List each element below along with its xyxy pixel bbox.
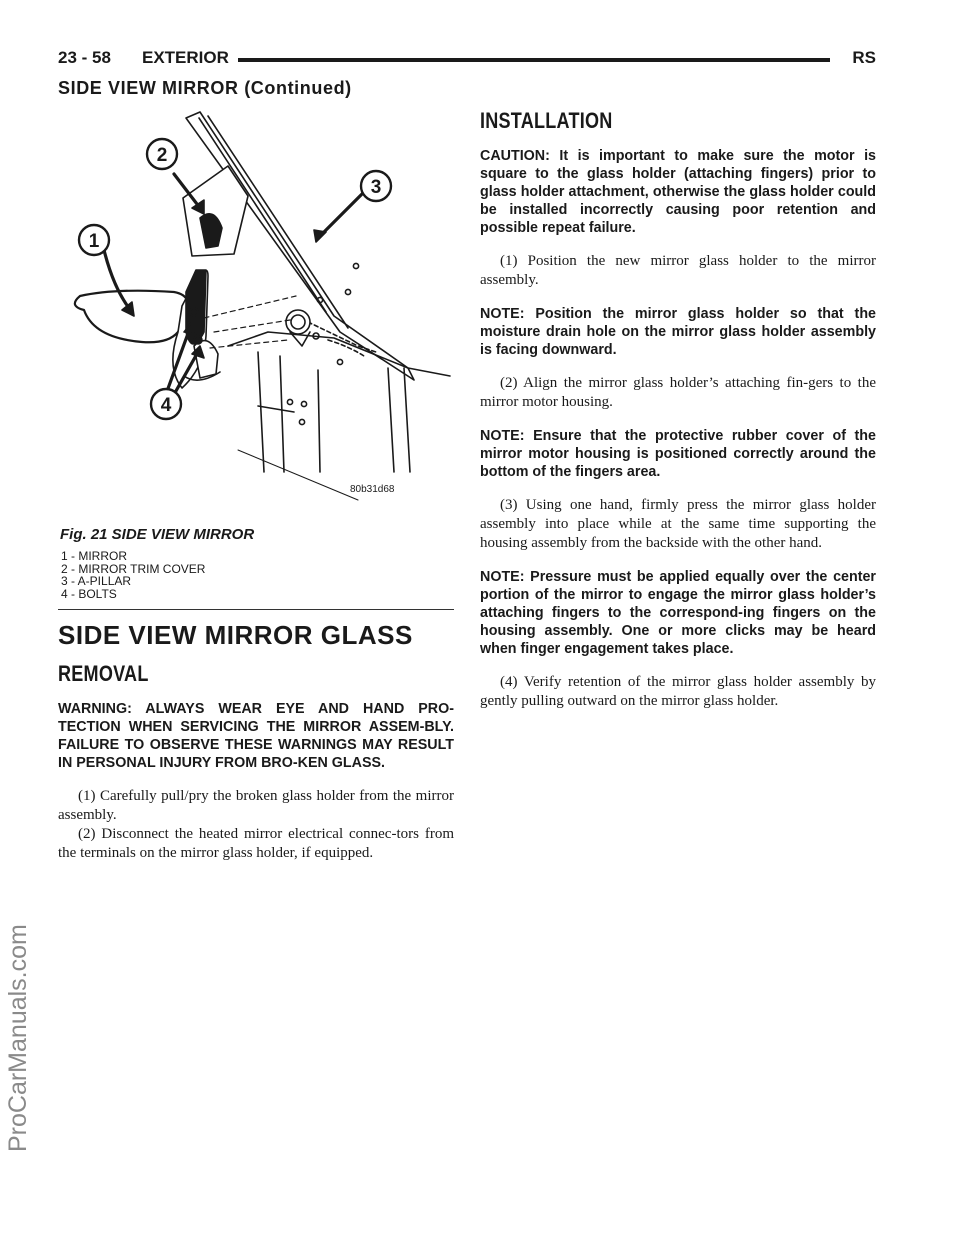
figure-caption: Fig. 21 SIDE VIEW MIRROR bbox=[60, 526, 255, 543]
continued-heading: SIDE VIEW MIRROR (Continued) bbox=[58, 78, 352, 98]
watermark-text: ProCarManuals.com bbox=[4, 924, 32, 1152]
figure-code: 80b31d68 bbox=[350, 484, 395, 495]
removal-warning: WARNING: ALWAYS WEAR EYE AND HAND PRO-TECTION WHEN SERVICING THE MIRROR ASSEM-BLY. FAILURE TO OBSERVE THESE WARNINGS MAY RESULT IN PERSONAL INJURY FROM BRO-KEN GLASS. bbox=[58, 701, 454, 771]
section-name: EXTERIOR bbox=[142, 48, 229, 67]
legend-item: 3 - A-PILLAR bbox=[61, 574, 132, 588]
page-number: 23 - 58 bbox=[58, 48, 111, 67]
installation-caution: CAUTION: It is important to make sure the motor is square to the glass holder (attaching fingers) prior to glass holder attachment, otherwise the glass holder could be installed incorrectly causing poor retention and possible repeat failure. bbox=[480, 148, 876, 236]
installation-step-4: (4) Verify retention of the mirror glass holder assembly by gently pulling outward on the mirror glass holder. bbox=[480, 674, 876, 709]
figure-21-illustration bbox=[58, 106, 454, 506]
right-column bbox=[480, 108, 876, 726]
svg-text:3: 3 bbox=[370, 177, 382, 198]
svg-text:4: 4 bbox=[160, 395, 172, 416]
figure-legend bbox=[61, 550, 205, 600]
legend-item: 2 - MIRROR TRIM COVER bbox=[61, 561, 206, 576]
installation-step-1: (1) Position the new mirror glass holder to the mirror assembly. bbox=[480, 253, 876, 288]
figure-divider bbox=[58, 609, 454, 610]
section-title: SIDE VIEW MIRROR GLASS bbox=[58, 620, 413, 650]
installation-heading: INSTALLATION bbox=[480, 108, 613, 133]
left-column bbox=[58, 620, 454, 878]
legend-item: 1 - MIRROR bbox=[61, 549, 127, 563]
legend-item: 4 - BOLTS bbox=[61, 586, 117, 601]
installation-step-3: (3) Using one hand, firmly press the mirror glass holder assembly into place while at the same time supporting the housing assembly from the backside with the other hand. bbox=[480, 497, 876, 551]
svg-text:2: 2 bbox=[156, 145, 168, 166]
svg-text:1: 1 bbox=[88, 231, 100, 252]
installation-note-2: NOTE: Ensure that the protective rubber cover of the mirror motor housing is positioned correctly around the bottom of the fingers area. bbox=[480, 428, 876, 480]
removal-step-2: (2) Disconnect the heated mirror electrical connec-tors from the terminals on the mirror glass holder, if equipped. bbox=[58, 826, 454, 861]
mirror-diagram bbox=[58, 106, 454, 506]
callout-3 bbox=[361, 171, 391, 201]
installation-note-3: NOTE: Pressure must be applied equally over the center portion of the mirror to engage the mirror glass holder’s attaching fingers to the correspond-ing fingers on the housing assembly. One or more clicks may be heard when finger engagement takes place. bbox=[480, 569, 876, 657]
callout-1 bbox=[79, 225, 109, 255]
removal-heading: REMOVAL bbox=[58, 661, 149, 686]
page-header bbox=[58, 44, 876, 72]
installation-step-2: (2) Align the mirror glass holder’s attaching fin-gers to the mirror motor housing. bbox=[480, 375, 876, 410]
callout-4 bbox=[151, 389, 181, 419]
removal-step-1: (1) Carefully pull/pry the broken glass holder from the mirror assembly. bbox=[58, 788, 454, 823]
installation-note-1: NOTE: Position the mirror glass holder so that the moisture drain hole on the mirror glass holder assembly is facing downward. bbox=[480, 306, 876, 358]
callout-2 bbox=[147, 139, 177, 169]
model-code: RS bbox=[852, 48, 876, 67]
header-rule bbox=[238, 58, 830, 62]
